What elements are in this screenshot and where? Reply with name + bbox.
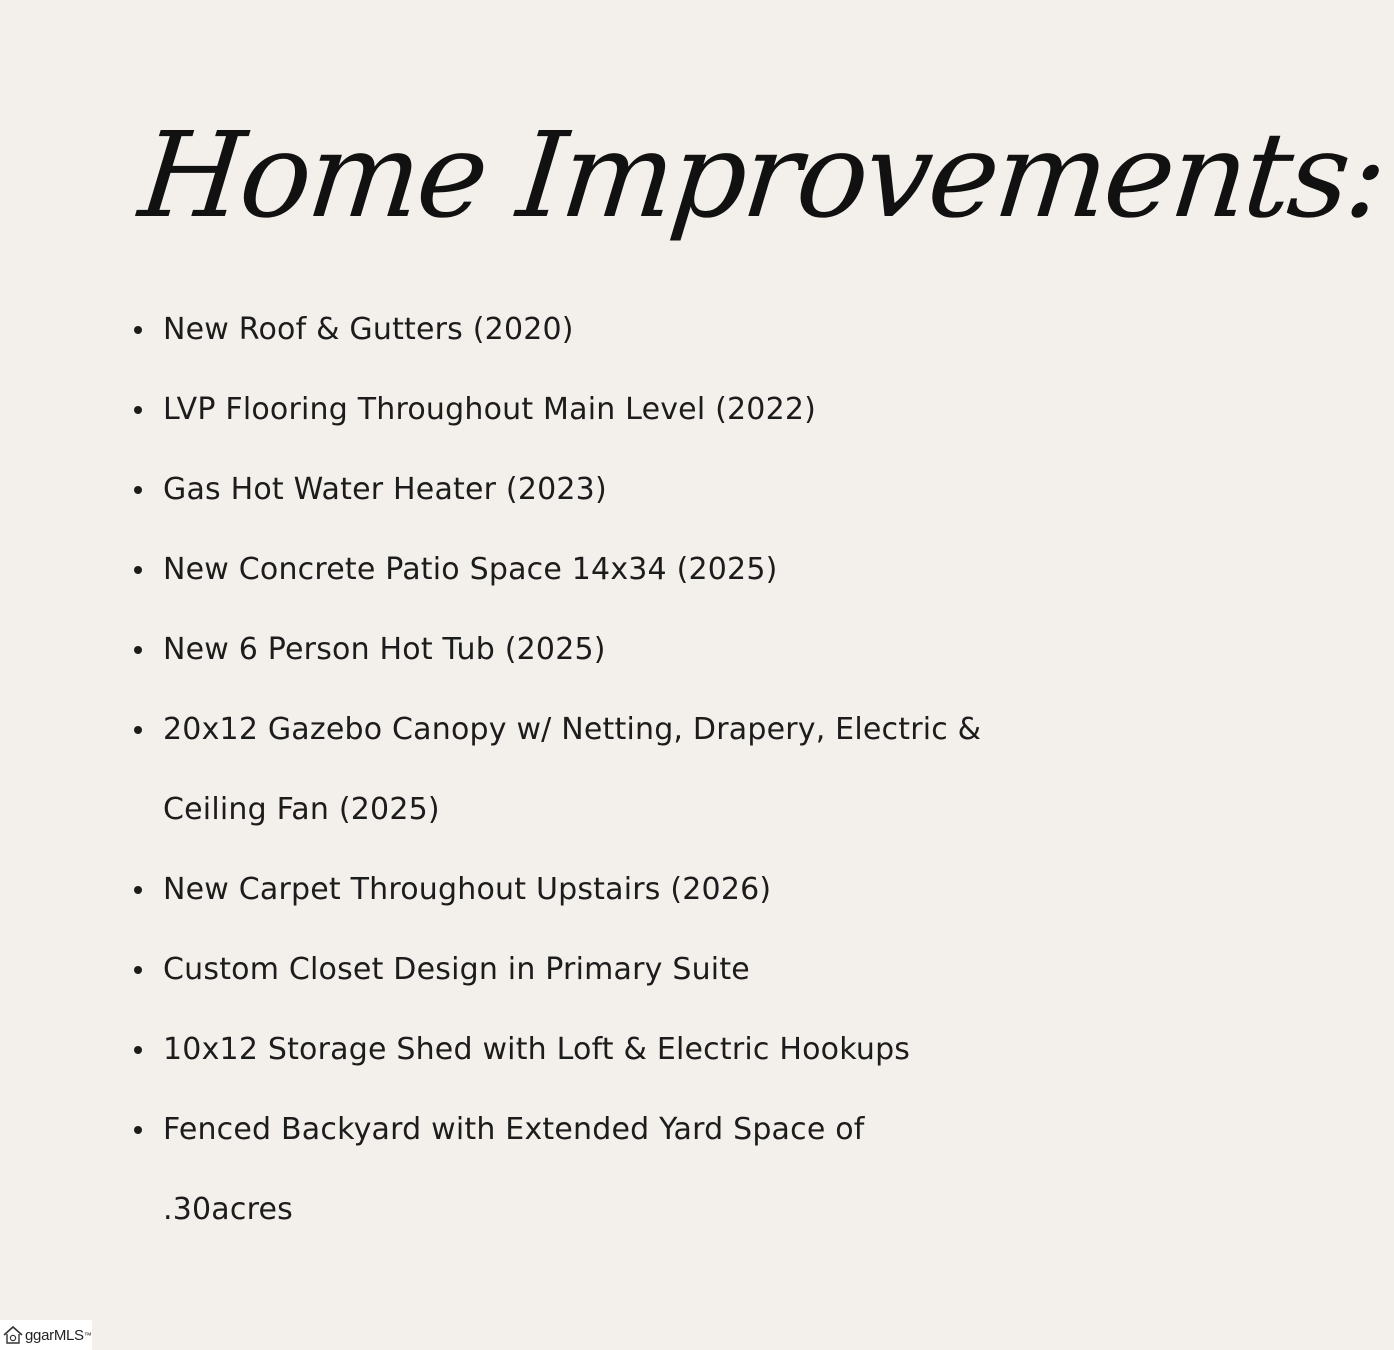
list-item: New Roof & Gutters (2020) — [163, 290, 983, 370]
list-item: Fenced Backyard with Extended Yard Space of .30acres — [163, 1090, 983, 1250]
list-item: New Carpet Throughout Upstairs (2026) — [163, 850, 983, 930]
list-item: LVP Flooring Throughout Main Level (2022) — [163, 370, 983, 450]
page-title: Home Improvements: — [133, 106, 1391, 244]
house-logo-icon — [2, 1324, 24, 1346]
watermark-text: ggarMLS — [25, 1326, 84, 1344]
trademark-mark: ™ — [83, 1330, 92, 1340]
list-item: New 6 Person Hot Tub (2025) — [163, 610, 983, 690]
list-item: Gas Hot Water Heater (2023) — [163, 450, 983, 530]
improvements-list — [163, 290, 983, 1250]
list-item: 10x12 Storage Shed with Loft & Electric Hookups — [163, 1010, 983, 1090]
list-item: New Concrete Patio Space 14x34 (2025) — [163, 530, 983, 610]
list-item: 20x12 Gazebo Canopy w/ Netting, Drapery, Electric & Ceiling Fan (2025) — [163, 690, 983, 850]
list-item: Custom Closet Design in Primary Suite — [163, 930, 983, 1010]
mls-watermark — [0, 1320, 92, 1350]
